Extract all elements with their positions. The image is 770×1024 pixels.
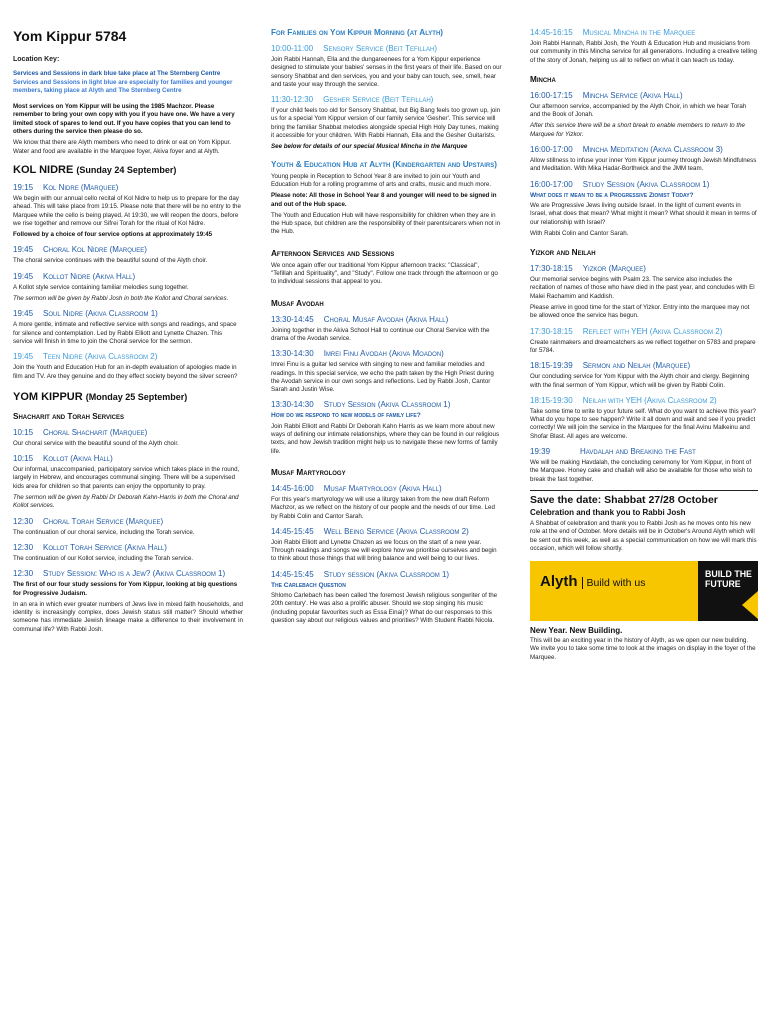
service-name: Mincha Service (Akiva Hall) <box>582 90 683 100</box>
section-heading: Shacharit and Torah Services <box>13 411 124 421</box>
kol-nidre-date: (Sunday 24 September) <box>76 164 177 175</box>
save-the-date-subheading: Celebration and thank you to Rabbi Josh <box>530 507 686 517</box>
yom-kippur-heading <box>13 391 243 404</box>
service-heading <box>13 517 243 527</box>
service-name: Kollot Nidre (Akiva Hall) <box>43 271 136 281</box>
service-heading <box>530 180 758 190</box>
service-description: Allow stillness to infuse your inner Yom Kippur journey through Jewish Mindfulness and Meditation. With Mika Hadar-Borthwick and the JMM team. <box>530 157 757 173</box>
build-with-us-text: Build with us <box>582 577 646 589</box>
service-name: Imrei Finu Avodah (Akiva Moadon) <box>323 349 444 359</box>
service-name: Kol Nidre (Marquee) <box>43 182 119 192</box>
service-time: 16:00-17:00 <box>530 179 573 189</box>
service-heading <box>271 315 502 325</box>
section-description: We once again offer our traditional Yom Kippur afternoon tracks: "Classical", "Tefillah and Spirituality", and "Study". Follow one track through the afternoon or go to individual sessions that appeal to you. <box>271 261 498 286</box>
service-name: Well Being Service (Akiva Classroom 2) <box>323 526 469 536</box>
section-heading: Youth & Education Hub at Alyth (Kindergarten and Upstairs) <box>271 159 497 169</box>
service-time: 13:30-14:45 <box>271 314 314 324</box>
service-name: Havdalah and Breaking the Fast <box>580 447 696 457</box>
service-description: The choral service continues with the beautiful sound of the Alyth choir. <box>13 257 208 265</box>
column-1 <box>13 28 243 637</box>
service-name: Yizkor (Marquee) <box>582 264 646 274</box>
service-time: 16:00-17:00 <box>530 145 573 155</box>
service-description: For this year's martyrology we will use a liturgy taken from the new draft Reform Machzor, as we reflect on the history of our people and the needs of our time. Led by Rabbi Colin and Cantor Sarah. <box>271 495 495 520</box>
four-options-note: Followed by a choice of four service options at approximately 19:45 <box>13 231 213 239</box>
kol-nidre-title: KOL NIDRE <box>13 163 74 176</box>
column-2 <box>271 28 502 628</box>
service-description: A Kollot style service containing familiar melodies sung together. <box>13 283 189 291</box>
service-time: 12:30 <box>13 516 34 526</box>
location-key-light: Services and Sessions in light blue are especially for families and younger members, taking place at Alyth and The Sternberg Centre <box>13 78 233 94</box>
service-description: Take some time to write to your future self. What do you want to achieve this year? What do you hope to see happen? Write it all down and wait and see if you predict correctly! We will join the service in the Marquee for the final Avinu Malkeinu and Shofar Blast. All ages are welcome. <box>530 407 756 440</box>
service-name: Kollot Torah Service (Akiva Hall) <box>43 542 167 552</box>
service-heading <box>271 484 502 494</box>
service-time: 13:30-14:30 <box>271 349 314 359</box>
service-description: Create rainmakers and dreamcatchers as we reflect together on 5783 and prepare for 5784. <box>530 338 756 354</box>
yom-kippur-date: (Monday 25 September) <box>85 391 188 402</box>
service-description: A more gentle, intimate and reflective service with songs and readings, and space for silence and contemplation. Led by Rabbi Elliott and Lynette Chazen. This service will finish in time to join the Choral service for the sermon. <box>13 321 237 345</box>
service-name: Choral Kol Nidre (Marquee) <box>43 245 147 255</box>
column-3 <box>530 28 758 665</box>
section-heading: Yizkor and Neilah <box>530 248 596 258</box>
flag-line-1: BUILD THE <box>705 569 752 580</box>
service-time: 17:30-18:15 <box>530 326 573 336</box>
service-name: Study Session (Akiva Classroom 1) <box>582 179 710 189</box>
study-question: What does it mean to be a Progressive Zionist Today? <box>530 191 694 199</box>
service-time: 14:45-15:45 <box>271 569 314 579</box>
save-the-date-text: A Shabbat of celebration and thank you to Rabbi Josh as he moves onto his new role at the end of October. More details will be in October's Around Alyth which will be sent out this week, as well as a special communication on how we will mark this occasion, which will follow shortly. <box>530 519 757 552</box>
save-the-date-heading: Save the date: Shabbat 27/28 October <box>530 490 758 506</box>
service-description: Our afternoon service, accompanied by the Alyth Choir, in which we hear Torah and the Book of Jonah. <box>530 102 747 119</box>
section-description: The Youth and Education Hub will have responsibility for children when they are in the Hub space, but children are the responsibility of their parents/carers when not in the Hub. <box>271 211 501 236</box>
service-description: Join Rabbi Hannah, Rabbi Josh, the Youth & Education Hub and musicians from our community in this Mincha service for all generations. Including a creative telling of the story of Jonah, helping us all to reflect on what it can teach us today. <box>530 40 757 64</box>
yizkor-break-note: After this service there will be a short break to enable members to return to the Marquee for Yizkor. <box>530 122 745 138</box>
page-title: Yom Kippur 5784 <box>13 28 127 44</box>
location-key-dark: Services and Sessions in dark blue take place at The Sternberg Centre <box>13 70 221 78</box>
service-heading <box>530 264 758 274</box>
service-time: 19:45 <box>13 352 34 362</box>
service-heading <box>13 183 243 193</box>
service-time: 11:30-12:30 <box>271 95 314 105</box>
service-description: Our concluding service for Yom Kippur with the Alyth choir and clergy. Beginning with the final sermon of Yom Kippur, which will be given by Rabbi Colin. <box>530 373 750 389</box>
flag-notch <box>742 591 758 619</box>
sermon-note: The sermon will be given by Rabbi Dr Deborah Kahn-Harris in both the Choral and Kollot services. <box>13 494 239 510</box>
new-building-heading: New Year. New Building. <box>530 626 623 636</box>
service-name: Gesher Service (Beit Tefillah) <box>323 95 434 105</box>
service-description: Our choral service with the beautiful sound of the Alyth choir. <box>13 439 179 447</box>
service-description: Join Rabbi Hannah, Ella and the dungareenees for a Yom Kippur experience designed to stimulate your babies' senses in the first years of their life. Based on our sensory Shabbat and den services, you and your baby can touch, see, smell, hear and taste your way through the service. <box>271 56 502 88</box>
service-description: We are Progressive Jews living outside Israel. In the light of current events in Israel, what does that mean? What might it mean? What should it mean in terms of our relationship with Israel? <box>530 201 757 226</box>
service-description: We will be making Havdalah, the concluding ceremony for Yom Kippur, in front of the Marquee. Honey cake and challah will also be available for those who wish to break the fast together. <box>530 459 753 483</box>
service-time: 12:30 <box>13 569 34 579</box>
service-heading <box>13 454 243 464</box>
service-description: If your child feels too old for Sensory Shabbat, but Big Bang feels too grown up, join us for a special Yom Kippur version of our family service 'Gesher'. This service will bring the familiar Shabbat melodies alongside special High Holy Day tunes, making it accessible for your children. With Rabbi Hannah, Ella and the Gesher Guitarists. <box>271 107 501 140</box>
service-time: 14:45-16:00 <box>271 483 314 493</box>
service-heading <box>13 309 243 319</box>
service-name: Sensory Service (Beit Tefillah) <box>323 44 437 53</box>
service-heading <box>13 272 243 282</box>
new-building-text: This will be an exciting year in the history of Alyth, as we open our new building. We invite you to take some time to look at the images on display in the foyer of the Marquee. <box>530 637 756 661</box>
service-name: Study Session: Who is a Jew? (Akiva Classroom 1) <box>43 569 226 579</box>
service-name: Choral Musaf Avodah (Akiva Hall) <box>323 314 449 324</box>
service-name: Choral Torah Service (Marquee) <box>43 516 164 526</box>
service-description: In an era in which ever greater numbers of Jews live in mixed faith households, and identity is increasingly complex, does Jewish status still matter? Should whether someone has immediate Jewish lineage make a difference to their involvement in communal life? With Rabbi Josh. <box>13 600 243 633</box>
kol-nidre-heading <box>13 164 243 177</box>
service-heading <box>530 447 758 457</box>
service-description: Joining together in the Akiva School Hall to continue our Choral Service with the drama of the Avodah service. <box>271 326 490 342</box>
section-description: Young people in Reception to School Year 8 are invited to join our Youth and Education Hub for a rolling programme of arts and crafts, music and much more. <box>271 172 492 188</box>
service-time: 19:45 <box>13 245 34 255</box>
service-time: 19:39 <box>530 447 551 457</box>
service-description: Join Rabbi Elliott and Rabbi Dr Deborah Kahn Harris as we learn more about new ways of defining our intimate relationships, where they can be found in our religious texts, and how Jewish tradition might help us to navigate these new forms of family life. <box>271 422 500 455</box>
service-name: Mincha Meditation (Akiva Classroom 3) <box>582 145 723 155</box>
service-heading <box>271 95 502 105</box>
service-name: Teen Nidre (Akiva Classroom 2) <box>43 352 158 362</box>
service-heading <box>530 361 758 371</box>
sign-in-note: Please note: All those in School Year 8 and younger will need to be signed in and out of the Hub space. <box>271 192 497 208</box>
food-notice: We know that there are Alyth members who need to drink or eat on Yom Kippur. Water and food are available in the Marquee foyer, Akiva foyer and at Alyth. <box>13 139 231 155</box>
service-time: 19:15 <box>13 182 34 192</box>
service-name: Study Session (Akiva Classroom 1) <box>323 400 451 410</box>
flag-text <box>705 570 752 589</box>
service-description: Our memorial service begins with Psalm 23. The service also includes the recitation of names of those who have died in the past year, and concludes with El Malei Rachamim and Kaddish. <box>530 276 755 300</box>
service-time: 16:00-17:15 <box>530 90 573 100</box>
service-time: 19:45 <box>13 271 34 281</box>
section-heading: Musaf Martyrology <box>271 467 346 477</box>
service-heading <box>13 245 243 255</box>
flag-line-2: FUTURE <box>705 578 741 589</box>
service-time: 12:30 <box>13 542 34 552</box>
service-heading <box>13 569 243 579</box>
service-description: We begin with our annual cello recital of Kol Nidre to help us to prepare for the day ahead. This will take place from 19:15. Please note that there will be no entry to the Marquee while the cello is being played. At 19:30, we will reopen the doors, before we rise together and remove our Sifrei Torah for the ritual of Kol Nidre. <box>13 194 241 227</box>
service-time: 14:45-15:45 <box>271 526 314 536</box>
section-heading: Mincha <box>530 74 556 84</box>
service-leaders: With Rabbi Colin and Cantor Sarah. <box>530 229 629 237</box>
service-name: Choral Shacharit (Marquee) <box>43 427 148 437</box>
service-time: 10:00-11:00 <box>271 44 314 53</box>
service-time: 19:45 <box>13 309 34 319</box>
service-description: Shlomo Carlebach has been called 'the foremost Jewish religious songwriter of the 20th century'. He was also a prolific abuser. Should we stop singing his music (including popular favourites such as Essa Einai)? What do our responses to this question say about our religious values and priorities? With Student Rabbi Nicola. <box>271 591 498 624</box>
service-description: Join Rabbi Elliott and Lynette Chazen as we focus on the start of a new year. Through readings and songs we will explore how we prioritise ourselves and begin to think about those things that will bring balance and well being to our lives. <box>271 538 497 563</box>
service-description: Imrei Finu is a guitar led service with singing to new and familiar melodies and readings. In this special service, we echo the path taken by the High Priest during the Avodah service in our own songs and reflections. Led by Rabbi Josh, Cantor Sarah and Justin Wise. <box>271 361 494 394</box>
service-name: Kollot (Akiva Hall) <box>43 454 113 464</box>
study-question: How do we respond to new models of family life? <box>271 412 421 420</box>
section-heading: For Families on Yom Kippur Morning (at Alyth) <box>271 28 444 37</box>
yom-kippur-title: YOM KIPPUR <box>13 390 83 403</box>
service-description: The continuation of our Kollot service, including the Torah service. <box>13 554 194 562</box>
service-heading <box>13 428 243 438</box>
machzor-notice: Most services on Yom Kippur will be using the 1985 Machzor. Please remember to bring your own copy with you if you have one. We have a very limited stock of spares to lend out. If you have copies that you can lend to others during the service then please do so. <box>13 103 235 136</box>
sermon-note: The sermon will be given by Rabbi Josh in both the Kollot and Choral services. <box>13 295 229 303</box>
service-name: Neilah with YEH (Akiva Classroom 2) <box>582 395 717 405</box>
alyth-logo-text: Alyth <box>540 573 578 591</box>
service-heading <box>271 527 502 537</box>
study-intro: The first of our four study sessions for Yom Kippur, looking at big questions for Progressive Judaism. <box>13 581 238 597</box>
location-key-heading: Location Key: <box>13 56 60 63</box>
service-name: Sermon and Neilah (Marquee) <box>582 361 691 371</box>
service-time: 18:15-19:39 <box>530 361 573 371</box>
build-the-future-flag <box>698 561 758 621</box>
build-with-us-banner <box>530 561 758 621</box>
service-heading <box>530 145 758 155</box>
service-time: 14:45-16:15 <box>530 28 573 37</box>
service-description: Our informal, unaccompanied, participatory service which takes place in the round, largely in Hebrew, and encourages communal singing. There will be a supervised kids area for children so that parents can enjoy the opportunity to pray. <box>13 466 240 490</box>
service-time: 10:15 <box>13 427 34 437</box>
mincha-note: See below for details of our special Musical Mincha in the Marquee <box>271 143 468 151</box>
service-heading <box>530 28 758 38</box>
service-heading <box>13 543 243 553</box>
study-question: The Carlebach Question <box>271 581 346 589</box>
alyth-logo <box>540 573 646 591</box>
service-heading <box>530 396 758 406</box>
service-name: Musical Mincha in the Marquee <box>582 28 696 37</box>
service-heading <box>271 570 502 580</box>
service-heading <box>271 349 502 359</box>
service-name: Musaf Martyrology (Akiva Hall) <box>323 483 442 493</box>
service-name: Study session (Akiva Classroom 1) <box>323 569 450 579</box>
service-time: 17:30-18:15 <box>530 264 573 274</box>
section-heading: Afternoon Services and Sessions <box>271 248 395 258</box>
service-time: 18:15-19:30 <box>530 395 573 405</box>
service-time: 10:15 <box>13 454 34 464</box>
service-time: 13:30-14:30 <box>271 400 314 410</box>
service-description: Join the Youth and Education Hub for an in-depth evaluation of apologies made in film and TV. Are they genuine and do they effect society beyond the silver screen? <box>13 364 238 380</box>
service-name: Soul Nidre (Akiva Classroom 1) <box>43 309 158 319</box>
service-heading <box>271 400 502 410</box>
service-heading <box>271 44 502 54</box>
section-heading: Musaf Avodah <box>271 298 324 308</box>
service-description: The continuation of our choral service, including the Torah service. <box>13 528 195 536</box>
arrival-note: Please arrive in good time for the start of Yizkor. Entry into the marquee may not be allowed once the service has begun. <box>530 304 750 320</box>
service-name: Reflect with YEH (Akiva Classroom 2) <box>582 326 723 336</box>
service-heading <box>530 327 758 337</box>
service-heading <box>13 352 243 362</box>
service-heading <box>530 91 758 101</box>
